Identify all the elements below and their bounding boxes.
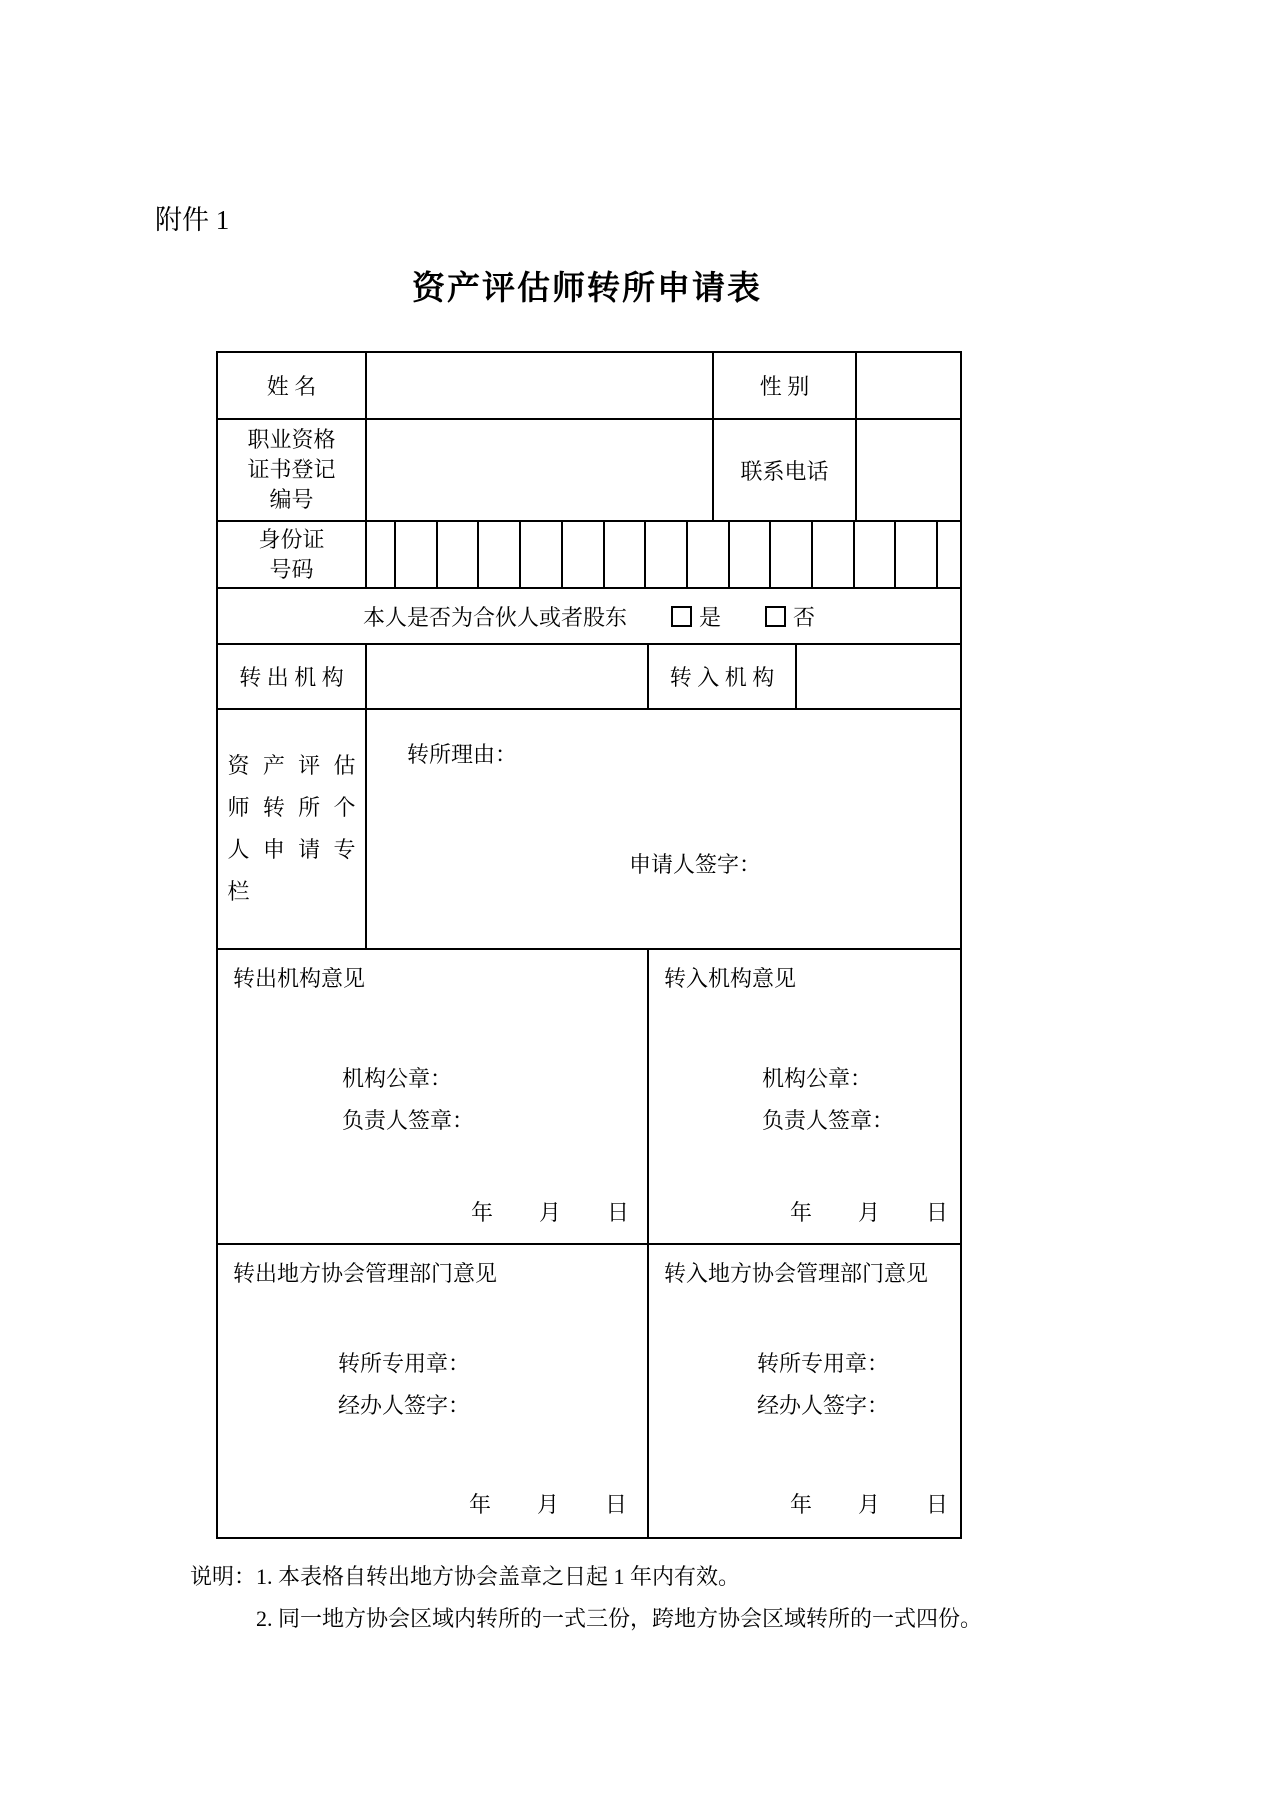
in-assoc-opinion-heading: 转入地方协会管理部门意见: [664, 1261, 929, 1286]
in-assoc-seal-block: [757, 1343, 889, 1427]
notes-line-1: 说明：1. 本表格自转出地方协会盖章之日起 1 年内有效。: [190, 1564, 741, 1589]
responsible-signature-label: 负责人签章：: [342, 1108, 475, 1133]
id-digit-cell: [367, 522, 396, 587]
cert-number-value-cell: [367, 420, 714, 522]
yes-checkbox[interactable]: [671, 606, 692, 627]
in-assoc-date-line: [790, 1488, 948, 1519]
out-org-value-cell: [367, 645, 649, 710]
day-label: 日: [604, 1492, 627, 1517]
phone-label-cell: [714, 420, 857, 522]
attachment-label: 附件 1: [155, 205, 230, 235]
id-digit-cells: [367, 522, 960, 589]
name-value-cell: [367, 353, 714, 420]
out-assoc-seal-block: [338, 1343, 470, 1427]
id-digit-cell: [605, 522, 647, 587]
id-digit-cell: [730, 522, 772, 587]
in-org-label: 转 入 机 构: [669, 665, 775, 690]
phone-label: 联系电话: [740, 458, 829, 484]
gender-label: 性 别: [759, 374, 810, 399]
id-digit-cell: [896, 522, 938, 587]
day-label: 日: [925, 1200, 948, 1225]
personal-application-section-label-cell: [218, 710, 367, 950]
out-org-opinion-heading: 转出机构意见: [233, 966, 366, 991]
year-label: 年: [789, 1492, 812, 1517]
id-digit-cell: [646, 522, 688, 587]
in-org-label-cell: [649, 645, 797, 710]
transfer-reason-label: 转所理由：: [407, 742, 518, 767]
year-label: 年: [789, 1200, 812, 1225]
no-checkbox[interactable]: [765, 606, 786, 627]
id-digit-cell: [438, 522, 480, 587]
notes-line-2: 2. 同一地方协会区域内转所的一式三份，跨地方协会区域转所的一式四份。: [256, 1606, 983, 1631]
out-org-date-line: [471, 1196, 629, 1227]
cert-number-label-cell: [218, 420, 367, 522]
month-label: 月: [538, 1200, 561, 1225]
partner-question-text: 本人是否为合伙人或者股东: [362, 604, 627, 630]
gender-label-cell: [714, 353, 857, 420]
id-digit-cell: [771, 522, 813, 587]
id-digit-cell: [563, 522, 605, 587]
id-digit-cell: [813, 522, 855, 587]
out-org-seal-block: [342, 1058, 474, 1142]
in-assoc-opinion-cell: [649, 1245, 960, 1537]
application-form-table: [216, 351, 962, 1539]
out-org-label: 转 出 机 构: [239, 665, 344, 690]
cert-number-label: 职业资格证书登记编号: [247, 427, 336, 512]
transfer-seal-label: 转所专用章：: [757, 1351, 890, 1376]
in-org-value-cell: [797, 645, 960, 710]
id-digit-cell: [688, 522, 730, 587]
id-number-label-cell: [218, 522, 367, 589]
out-org-label-cell: [218, 645, 367, 710]
no-option: [765, 601, 815, 632]
out-assoc-opinion-heading: 转出地方协会管理部门意见: [233, 1261, 498, 1286]
year-label: 年: [468, 1492, 491, 1517]
application-content-cell: [367, 710, 960, 950]
in-org-opinion-cell: [649, 950, 960, 1245]
out-org-opinion-cell: [218, 950, 649, 1245]
day-label: 日: [925, 1492, 948, 1517]
month-label: 月: [857, 1200, 880, 1225]
org-seal-label: 机构公章：: [762, 1066, 873, 1091]
month-label: 月: [857, 1492, 880, 1517]
responsible-signature-label: 负责人签章：: [762, 1108, 895, 1133]
out-assoc-opinion-cell: [218, 1245, 649, 1537]
no-label: 否: [793, 604, 816, 630]
gender-value-cell: [857, 353, 960, 420]
month-label: 月: [536, 1492, 559, 1517]
year-label: 年: [470, 1200, 493, 1225]
id-digit-cell: [479, 522, 521, 587]
in-org-opinion-heading: 转入机构意见: [664, 966, 797, 991]
in-org-seal-block: [762, 1058, 894, 1142]
yes-label: 是: [698, 604, 721, 630]
org-seal-label: 机构公章：: [342, 1066, 453, 1091]
id-digit-cell: [521, 522, 563, 587]
yes-option: [671, 601, 721, 632]
out-assoc-date-line: [469, 1488, 627, 1519]
in-org-date-line: [790, 1196, 948, 1227]
personal-application-section-label: 资 产 评 估 师 转 所 个 人 申 请 专 栏: [227, 753, 356, 904]
transfer-seal-label: 转所专用章：: [338, 1351, 471, 1376]
handler-signature-label: 经办人签字：: [757, 1393, 890, 1418]
id-digit-cell: [855, 522, 897, 587]
partner-question-row: [218, 589, 960, 645]
id-digit-cell: [396, 522, 438, 587]
name-label: 姓 名: [266, 374, 317, 399]
id-digit-cell: [938, 522, 960, 587]
form-title: 资产评估师转所申请表: [412, 269, 762, 306]
day-label: 日: [606, 1200, 629, 1225]
id-number-label: 身份证号码: [258, 526, 325, 582]
name-label-cell: [218, 353, 367, 420]
phone-value-cell: [857, 420, 960, 522]
handler-signature-label: 经办人签字：: [338, 1393, 471, 1418]
applicant-signature-label: 申请人签字：: [629, 852, 762, 877]
